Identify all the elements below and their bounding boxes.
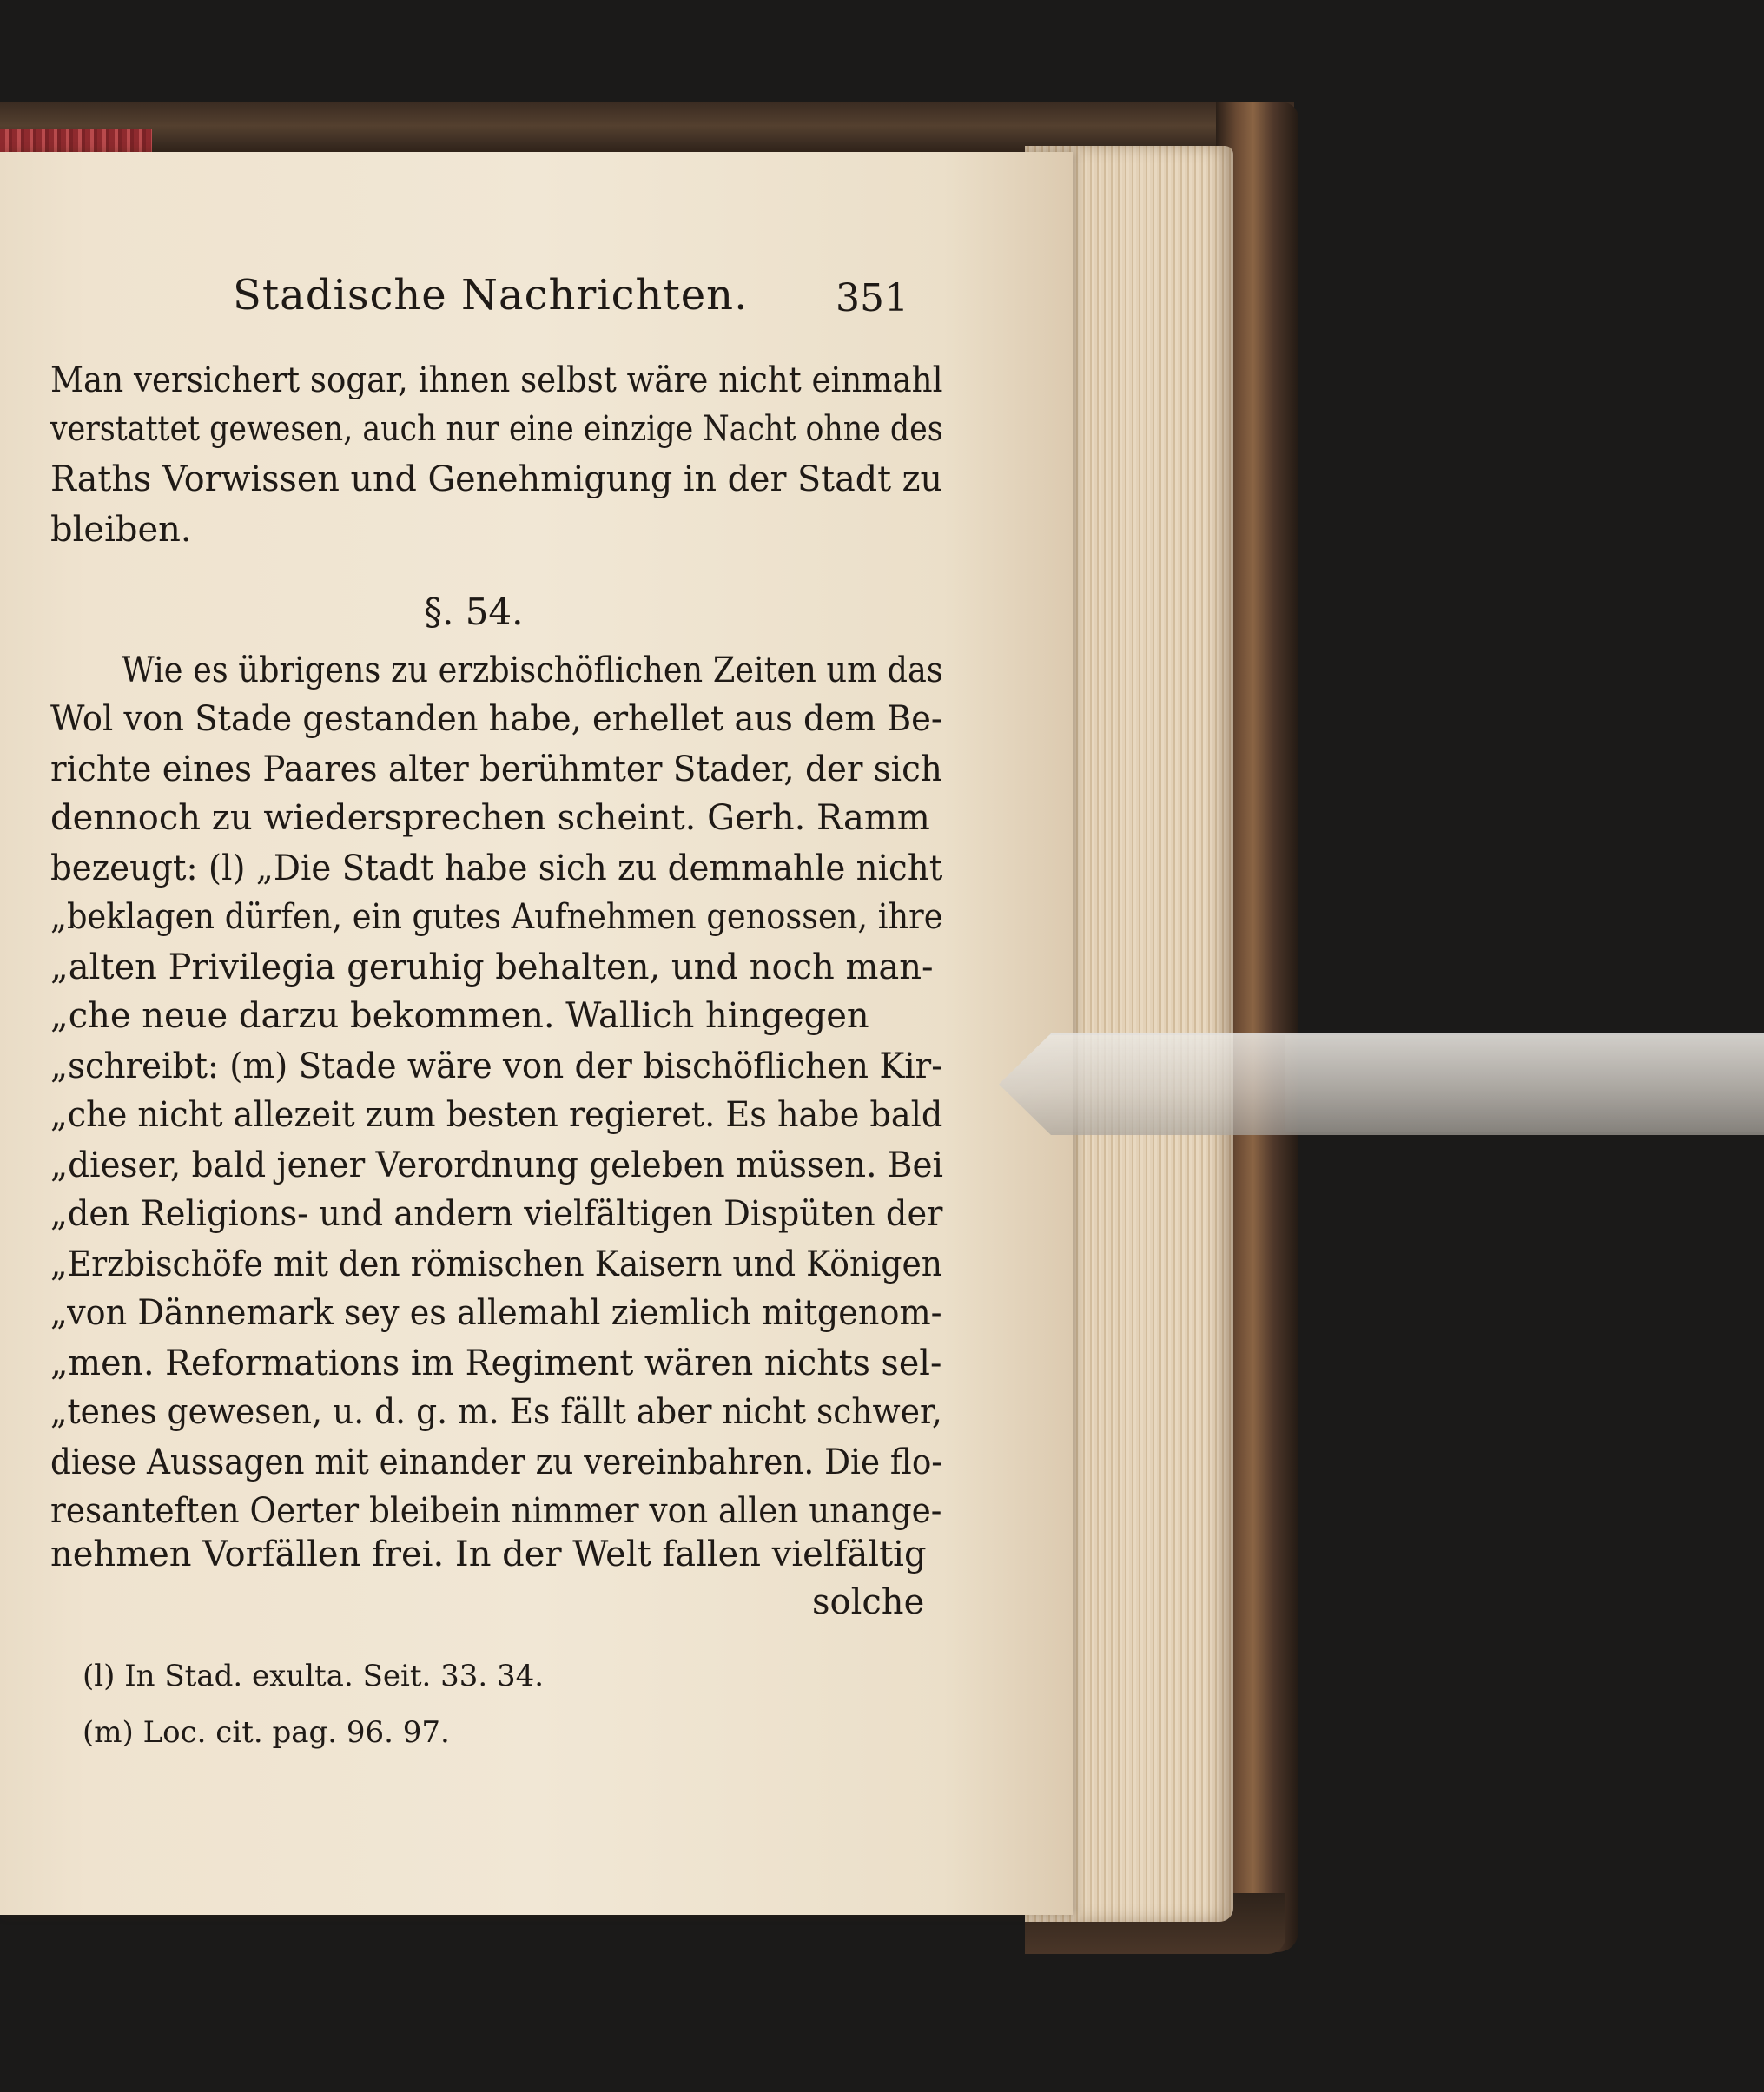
text-line: Wie es übrigens zu erzbischöflichen Zeiten um das bbox=[122, 650, 943, 690]
catchword: solche bbox=[812, 1582, 925, 1622]
text-line: Wol von Stade gestanden habe, erhellet aus dem Be- bbox=[50, 699, 942, 739]
text-line: „Erzbischöfe mit den römischen Kaisern und Königen bbox=[50, 1244, 943, 1284]
footnote: (l) In Stad. exulta. Seit. 33. 34. bbox=[83, 1659, 545, 1693]
text-line: verstattet gewesen, auch nur eine einzige Nacht ohne des bbox=[50, 409, 943, 449]
running-head: Stadische Nachrichten. bbox=[233, 271, 749, 320]
text-line: richte eines Paares alter berühmter Stader, der sich bbox=[50, 749, 942, 789]
text-line: „schreibt: (m) Stade wäre von der bischöflichen Kir- bbox=[50, 1046, 943, 1086]
section-heading: §. 54. bbox=[424, 591, 524, 633]
text-line: „che nicht allezeit zum besten regieret. Es habe bald bbox=[50, 1095, 943, 1135]
text-line: „den Religions- und andern vielfältigen Dispüten der bbox=[50, 1194, 943, 1234]
text-line: „alten Privilegia geruhig behalten, und noch man- bbox=[50, 947, 934, 987]
text-line: bezeugt: (l) „Die Stadt habe sich zu demmahle nicht bbox=[50, 848, 943, 888]
footnote: (m) Loc. cit. pag. 96. 97. bbox=[83, 1715, 450, 1750]
text-line: dennoch zu wiedersprechen scheint. Gerh. Ramm bbox=[50, 798, 930, 838]
page-number: 351 bbox=[836, 276, 908, 320]
text-line: „dieser, bald jener Verordnung geleben müssen. Bei bbox=[50, 1145, 943, 1185]
text-line: „tenes gewesen, u. d. g. m. Es fällt aber nicht schwer, bbox=[50, 1392, 942, 1432]
text-line: Man versichert sogar, ihnen selbst wäre nicht einmahl bbox=[50, 360, 943, 400]
text-line: „men. Reformations im Regiment wären nichts sel- bbox=[50, 1343, 942, 1383]
text-line: bleiben. bbox=[50, 510, 192, 550]
text-line: „von Dännemark sey es allemahl ziemlich mitgenom- bbox=[50, 1293, 942, 1333]
text-line: „che neue darzu bekommen. Wallich hingegen bbox=[50, 996, 869, 1036]
text-line: Raths Vorwissen und Genehmigung in der Stadt zu bbox=[50, 459, 943, 499]
text-line: diese Aussagen mit einander zu vereinbahren. Die flo- bbox=[50, 1442, 942, 1482]
text-line: „beklagen dürfen, ein gutes Aufnehmen genossen, ihre bbox=[50, 897, 943, 937]
text-line: resanteften Oerter bleibein nimmer von allen unange- bbox=[50, 1491, 942, 1531]
text-line: nehmen Vorfällen frei. In der Welt fallen vielfältig bbox=[50, 1534, 927, 1574]
